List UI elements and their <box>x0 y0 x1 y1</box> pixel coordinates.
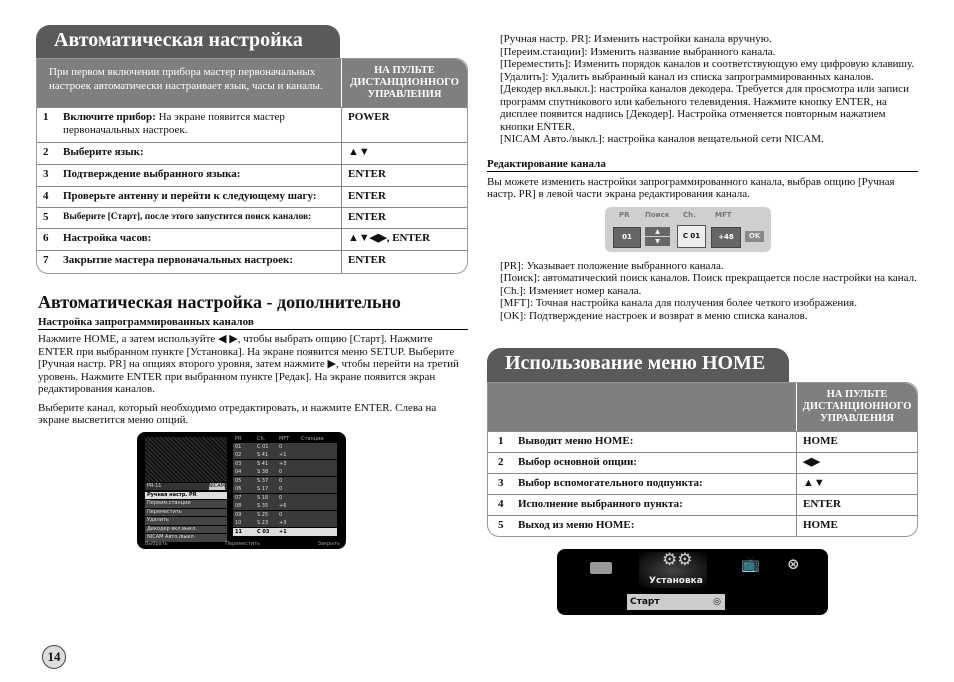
step-number: 3 <box>498 477 504 489</box>
remote-key: ◀▶ <box>796 453 917 473</box>
start-option[interactable] <box>627 594 725 610</box>
step-title: Настройка часов: <box>63 232 152 244</box>
page-number: 14 <box>42 645 66 669</box>
field-description: [MFT]: Точная настройка канала для получения более четкого изображения. <box>500 297 857 309</box>
channel-row[interactable] <box>233 460 337 468</box>
left-column <box>36 25 468 549</box>
channel-row[interactable] <box>233 485 337 493</box>
step-text <box>63 143 341 164</box>
home-menu-screen <box>557 549 828 615</box>
step-number: 7 <box>43 254 49 266</box>
footer-close: Закрыть <box>317 540 340 547</box>
channel-cell: 02 <box>235 452 242 458</box>
channel-cell: C 03 <box>257 528 270 535</box>
column-header: MFT <box>279 435 290 442</box>
step-title: Выберите язык: <box>63 146 144 158</box>
channel-row[interactable] <box>233 502 337 510</box>
channel-cell: 11 <box>235 528 242 535</box>
step-title: Закрытие мастера первоначальных настроек: <box>63 254 294 266</box>
step-number: 5 <box>43 211 49 223</box>
home-section <box>487 348 918 537</box>
step-number: 2 <box>43 146 49 158</box>
channel-row[interactable] <box>233 451 337 459</box>
edit-channel-paragraph: Вы можете изменить настройки запрограммированного канала, выбрав опцию [Ручная настр. PR] в левой части экрана редактирования канала. <box>487 175 895 200</box>
channel-cell: S 38 <box>257 469 269 475</box>
channel-cell: 08 <box>235 503 242 509</box>
channel-cell: +1 <box>279 452 287 458</box>
channel-cell: +6 <box>279 503 287 509</box>
channel-row[interactable] <box>233 519 337 527</box>
option-menu-item[interactable]: NICAM Авто./выкл. <box>145 534 227 542</box>
extra-title: Автоматическая настройка - дополнительно <box>38 292 401 312</box>
footer-select: Выбрать <box>145 540 168 547</box>
step-title: Выводит меню HOME: <box>518 435 634 447</box>
channel-cell: S 25 <box>257 511 269 518</box>
option-description: [Переим.станции]: Изменить название выбранного канала. <box>500 45 776 58</box>
step-title: Подтверждение выбранного языка: <box>63 168 241 180</box>
option-description: [NICAM Авто./выкл.]: настройка каналов вещательной сети NICAM. <box>500 133 824 145</box>
channel-row[interactable] <box>233 477 337 485</box>
edit-channel-title: Редактирование канала <box>487 158 918 172</box>
table-row <box>37 228 467 250</box>
label-mft: MFT <box>715 210 732 219</box>
channel-cell: 05 <box>235 477 242 484</box>
step-text <box>63 165 341 186</box>
step-title: Выход из меню HOME: <box>518 519 635 531</box>
channel-cell: S 37 <box>257 477 269 484</box>
tv-icon[interactable]: 📺 <box>741 555 760 573</box>
label-ch: Ch. <box>683 210 696 219</box>
channel-cell: 0 <box>279 477 283 484</box>
step-title: Проверьте антенну и перейти к следующему шагу: <box>63 190 317 202</box>
channel-cell: 0 <box>279 443 283 450</box>
table-row <box>37 186 467 207</box>
footer-move: Переместить <box>225 540 260 547</box>
start-label: Старт <box>630 597 660 607</box>
remote-key: ▲▼◀▶, ENTER <box>341 229 467 250</box>
extra-subtitle: Настройка запрограммированных каналов <box>38 316 468 330</box>
step-number: 5 <box>498 519 504 531</box>
column-header: PR <box>235 435 242 442</box>
auto-setup-intro: При первом включении прибора мастер первоначальных настроек автоматически настраивает язык, часы и каналы. <box>49 66 323 92</box>
table-row <box>37 164 467 186</box>
step-text <box>63 251 341 273</box>
home-title: Использование меню HOME <box>487 348 789 382</box>
channel-edit-screen <box>137 432 346 549</box>
field-description: [Поиск]: автоматический поиск каналов. Поиск прекращается после настройки на канал. <box>500 272 917 284</box>
search-down-icon[interactable]: ▼ <box>645 237 670 246</box>
channel-cell: S 23 <box>257 520 269 526</box>
step-number: 2 <box>498 456 504 468</box>
extra-paragraph-1: Нажмите HOME, а затем используйте ◀ ▶, чтобы выбрать опцию [Старт]. Нажмите ENTER при выбранном пункте [Установка]. На экране появится меню SETUP. Выберите [Ручная настр. PR] на опциях второго уровня, затем нажмите ▶, чтобы перейти на третий уровень. Нажмите ENTER при выбранном пункте [Редак]. На экране появится экран редактирования каналов. <box>38 333 459 395</box>
search-stepper[interactable] <box>645 227 670 246</box>
edit-field-descriptions <box>487 260 918 323</box>
movie-icon[interactable] <box>590 562 612 574</box>
field-description: [PR]: Указывает положение выбранного канала. <box>500 259 724 272</box>
option-descriptions <box>487 33 918 146</box>
step-text <box>63 208 341 228</box>
option-menu-item[interactable]: Переим.станции <box>145 500 227 508</box>
channel-cell: 0 <box>279 494 283 501</box>
home-remote-header: НА ПУЛЬТЕ ДИСТАНЦИОННОГО УПРАВЛЕНИЯ <box>796 383 917 431</box>
step-title: Выберите [Старт], после этого запустится поиск каналов: <box>63 212 312 222</box>
auto-setup-section <box>36 25 468 274</box>
ok-button[interactable]: OK <box>745 231 764 242</box>
enter-icon: ◎ <box>713 597 721 607</box>
channel-cell: C 01 <box>257 443 269 450</box>
column-header: Ch. <box>257 435 266 442</box>
channel-cell: +1 <box>279 528 287 535</box>
disc-icon[interactable]: ⊗ <box>787 555 800 573</box>
field-description: [Ch.]: Изменяет номер канала. <box>500 284 642 297</box>
table-row <box>37 207 467 228</box>
table-row <box>37 142 467 164</box>
remote-key: HOME <box>796 432 917 452</box>
channel-cell: S 17 <box>257 486 269 492</box>
right-column <box>487 33 918 615</box>
table-row <box>488 452 917 473</box>
remote-key: ENTER <box>796 495 917 515</box>
table-row <box>488 473 917 494</box>
channel-cell: +3 <box>279 520 287 526</box>
channel-cell: S 41 <box>257 452 269 458</box>
channel-row[interactable] <box>233 528 337 536</box>
remote-key: ▲▼ <box>796 474 917 494</box>
pr-label: PR-11 <box>147 482 162 489</box>
nicam-badge: NICAM <box>208 482 225 489</box>
remote-key: POWER <box>341 108 467 142</box>
step-title: Выбор основной опции: <box>518 456 637 468</box>
table-row <box>37 107 467 142</box>
remote-key: ENTER <box>341 165 467 186</box>
channel-cell: 09 <box>235 511 242 518</box>
option-menu-item[interactable]: Декодер вкл.выкл. <box>145 526 227 534</box>
step-title: Исполнение выбранного пункта: <box>518 498 683 510</box>
mft-field[interactable]: +48 <box>711 227 741 248</box>
channel-table-header <box>233 435 337 443</box>
channel-cell: 0 <box>279 511 283 518</box>
remote-header: НА ПУЛЬТЕ ДИСТАНЦИОННОГО УПРАВЛЕНИЯ <box>341 59 467 107</box>
step-number: 3 <box>43 168 49 180</box>
channel-cell: 0 <box>279 469 283 475</box>
channel-cell: S 41 <box>257 460 269 467</box>
channel-row[interactable] <box>233 443 337 451</box>
extra-section <box>36 292 468 427</box>
table-row <box>488 515 917 536</box>
label-pr: PR <box>619 210 630 219</box>
channel-cell: 04 <box>235 469 242 475</box>
step-number: 4 <box>43 190 49 202</box>
channel-cell: +3 <box>279 460 287 467</box>
channel-cell: 0 <box>279 486 283 492</box>
search-up-icon[interactable]: ▲ <box>645 227 670 236</box>
remote-key: ENTER <box>341 208 467 228</box>
edit-channel-section <box>487 158 918 201</box>
ch-field[interactable]: C 01 <box>677 225 706 248</box>
auto-setup-title: Автоматическая настройка <box>36 25 340 58</box>
step-description: На экране появится мастер первоначальных настроек. <box>63 111 285 136</box>
edit-panel <box>605 207 771 252</box>
extra-paragraph-2: Выберите канал, который необходимо отредактировать, и нажмите ENTER. Слева на экране высветится меню опций. <box>38 401 437 426</box>
table-row <box>488 431 917 452</box>
remote-key: ENTER <box>341 251 467 273</box>
option-menu-item[interactable]: Переместить <box>145 509 227 517</box>
channel-cell: S 35 <box>257 503 269 509</box>
remote-key: ENTER <box>341 187 467 207</box>
channel-cell: 03 <box>235 460 242 467</box>
remote-key: ▲▼ <box>341 143 467 164</box>
step-title: Включите прибор: <box>63 111 156 123</box>
tv-preview <box>145 437 227 482</box>
step-text <box>63 108 341 142</box>
channel-row[interactable] <box>233 468 337 476</box>
option-description: [Переместить]: Изменить порядок каналов и соответствующую ему цифровую клавишу. <box>500 58 915 70</box>
step-number: 6 <box>43 232 49 244</box>
remote-key: HOME <box>796 516 917 536</box>
channel-row[interactable] <box>233 511 337 519</box>
option-menu-item[interactable]: Ручная настр. PR <box>145 492 227 500</box>
step-text <box>63 187 341 207</box>
gear-icon[interactable]: ⚙⚙ <box>662 550 693 570</box>
channel-cell: 01 <box>235 443 242 450</box>
option-description: [Удалить]: Удалить выбранный канал из списка запрограммированных каналов. <box>500 70 874 83</box>
channel-cell: 10 <box>235 520 242 526</box>
field-description: [OK]: Подтверждение настроек и возврат в меню списка каналов. <box>500 309 808 322</box>
setup-label: Установка <box>649 576 703 586</box>
step-title: Выбор вспомогательного подпункта: <box>518 477 703 489</box>
channel-cell: 07 <box>235 494 242 501</box>
step-text <box>63 229 341 250</box>
table-row <box>488 494 917 515</box>
channel-row[interactable] <box>233 494 337 502</box>
column-header: Станции <box>301 435 324 442</box>
channel-cell: 06 <box>235 486 242 492</box>
channel-cell: S 18 <box>257 494 269 501</box>
step-number: 1 <box>43 111 49 123</box>
step-number: 4 <box>498 498 504 510</box>
label-search: Поиск <box>645 210 670 219</box>
option-menu-item[interactable]: Удалить <box>145 517 227 525</box>
option-description: [Ручная настр. PR]: Изменить настройки канала вручную. <box>500 33 772 45</box>
table-row <box>37 250 467 273</box>
option-description: [Декодер вкл.выкл.]: настройка каналов декодера. Требуется для просмотра или записи программ спутникового или кабельного телевидения. Нажмите кнопку ENTER, на дисплее появится надпись [Декодер]. Настройка отменяется повторным нажатием кнопки ENTER. <box>500 83 909 133</box>
step-number: 1 <box>498 435 504 447</box>
pr-field[interactable]: 01 <box>613 227 641 248</box>
